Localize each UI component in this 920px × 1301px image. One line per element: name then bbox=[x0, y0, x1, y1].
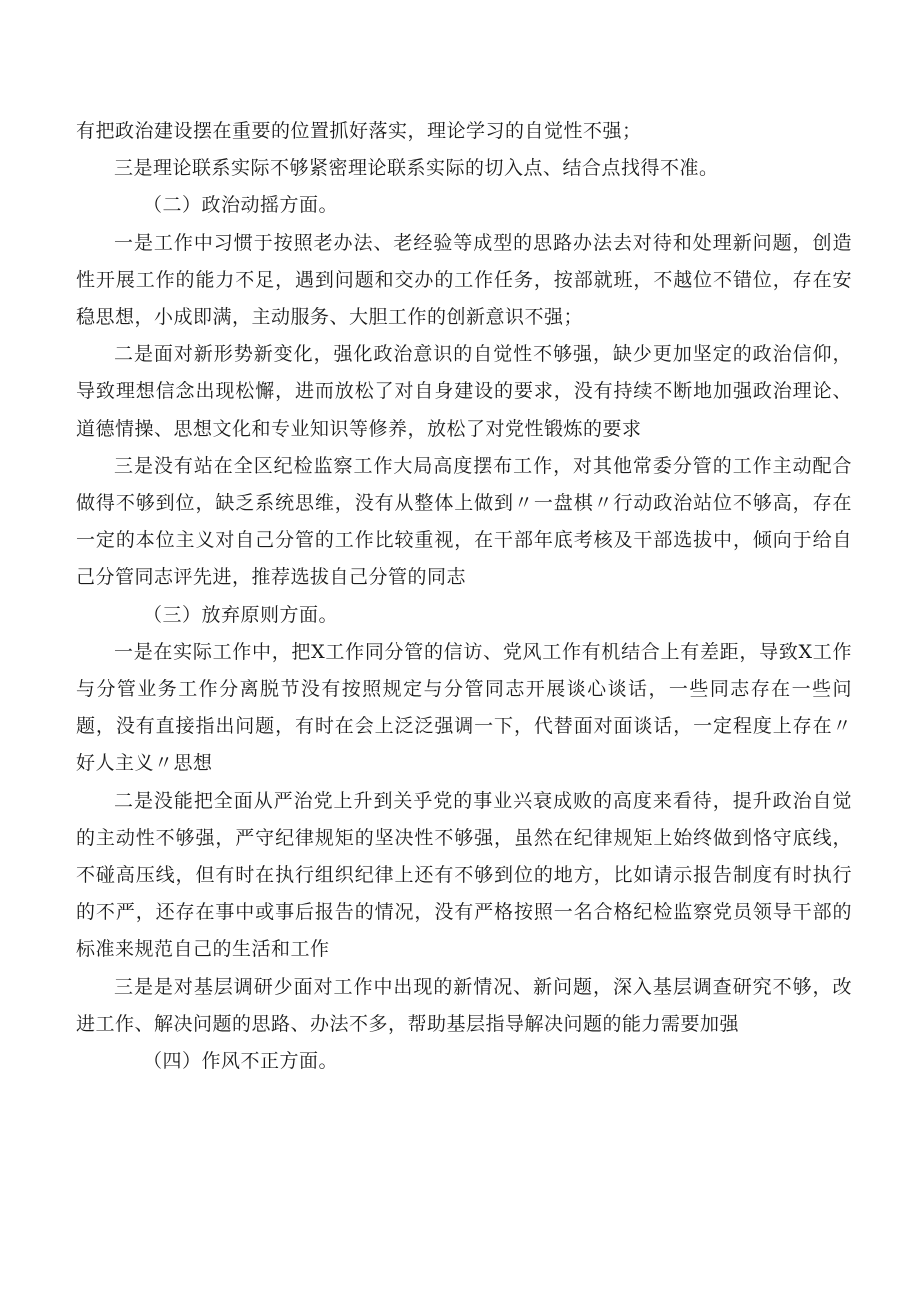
paragraph-item-1-habit: 一是工作中习惯于按照老办法、老经验等成型的思路办法去对待和处理新问题，创造性开展工作的能力不足，遇到问题和交办的工作任务，按部就班，不越位不错位，存在安稳思想，小成即满，主动服务、大胆工作的创新意识不强； bbox=[76, 231, 852, 329]
section-heading-3: （三）放弃原则方面。 bbox=[143, 603, 339, 626]
paragraph-item-1-practical-work: 一是在实际工作中，把X工作同分管的信访、党风工作有机结合上有差距，导致X工作与分管业务工作分离脱节没有按照规定与分管同志开展谈心谈话，一些同志存在一些问题，没有直接指出问题，有时在会上泛泛强调一下，代替面对面谈话，一定程度上存在〃好人主义〃思想 bbox=[76, 640, 852, 775]
paragraph-item-2-party-discipline: 二是没能把全面从严治党上升到关乎党的事业兴衰成败的高度来看待，提升政治自觉的主动性不够强，严守纪律规矩的坚决性不够强，虽然在纪律规矩上始终做到恪守底线，不碰高压线，但有时在执行组织纪律上还有不够到位的地方，比如请示报告制度有时执行的不严，还存在事中或事后报告的情况，没有严格按照一名合格纪检监察党员领导干部的标准来规范自己的生活和工作 bbox=[76, 789, 852, 961]
paragraph-continuation: 有把政治建设摆在重要的位置抓好落实，理论学习的自觉性不强； bbox=[76, 120, 642, 142]
document-body bbox=[76, 113, 852, 1080]
paragraph-item-2-political-awareness: 二是面对新形势新变化，强化政治意识的自觉性不够强，缺少更加坚定的政治信仰，导致理想信念出现松懈，进而放松了对自身建设的要求，没有持续不断地加强政治理论、道德情操、思想文化和专业知识等修养，放松了对党性锻炼的要求 bbox=[76, 343, 852, 440]
paragraph-item-3-theory: 三是理论联系实际不够紧密理论联系实际的切入点、结合点找得不准。 bbox=[114, 157, 719, 180]
paragraph-item-3-overall-view: 三是没有站在全区纪检监察工作大局高度摆布工作，对其他常委分管的工作主动配合做得不够到位，缺乏系统思维，没有从整体上做到〃一盘棋〃行动政治站位不够高，存在一定的本位主义对自己分管的工作比较重视，在干部年底考核及干部选拔中，倾向于给自己分管同志评先进，推荐选拔自己分管的同志 bbox=[76, 454, 852, 589]
section-heading-2: （二）政治动摇方面。 bbox=[143, 194, 339, 217]
section-heading-4: （四）作风不正方面。 bbox=[143, 1050, 339, 1073]
paragraph-item-3-grassroots-research: 三是是对基层调研少面对工作中出现的新情况、新问题，深入基层调查研究不够，改进工作、解决问题的思路、办法不多，帮助基层指导解决问题的能力需要加强 bbox=[76, 975, 852, 1035]
